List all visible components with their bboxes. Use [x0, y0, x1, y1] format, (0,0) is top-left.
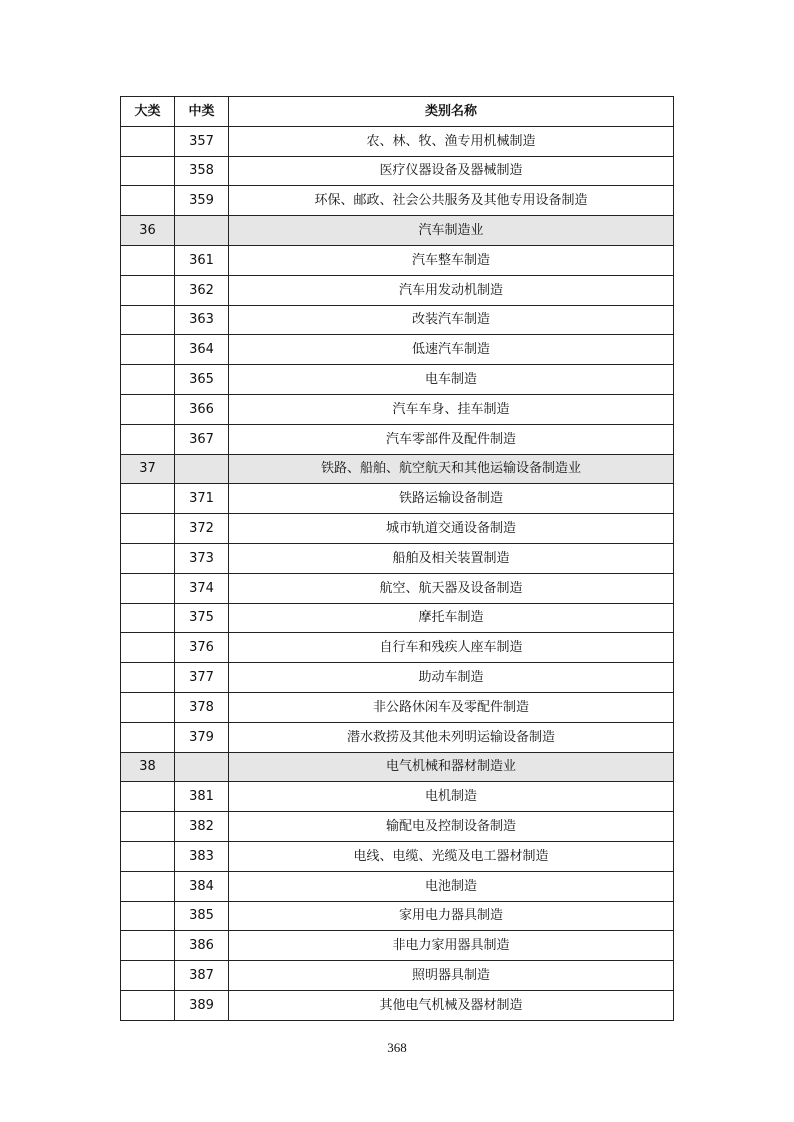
- major-category-cell: [121, 901, 175, 931]
- header-major-category: 大类: [121, 97, 175, 127]
- mid-category-cell: 373: [175, 543, 229, 573]
- major-category-cell: [121, 394, 175, 424]
- category-name-cell: 医疗仪器设备及器械制造: [229, 156, 674, 186]
- category-name-cell: 照明器具制造: [229, 961, 674, 991]
- table-row: [121, 275, 674, 305]
- major-category-cell: [121, 603, 175, 633]
- major-category-cell: [121, 543, 175, 573]
- category-name-cell: 农、林、牧、渔专用机械制造: [229, 126, 674, 156]
- mid-category-cell: 374: [175, 573, 229, 603]
- category-name-cell: 汽车用发动机制造: [229, 275, 674, 305]
- major-category-cell: [121, 961, 175, 991]
- mid-category-cell: 379: [175, 722, 229, 752]
- category-name-cell: 电车制造: [229, 365, 674, 395]
- table-row: [121, 186, 674, 216]
- table-body: [121, 126, 674, 1020]
- category-name-cell: 低速汽车制造: [229, 335, 674, 365]
- mid-category-cell: [175, 216, 229, 246]
- major-category-cell: 36: [121, 216, 175, 246]
- mid-category-cell: 361: [175, 245, 229, 275]
- category-name-cell: 电机制造: [229, 782, 674, 812]
- table-row: [121, 752, 674, 782]
- mid-category-cell: 378: [175, 692, 229, 722]
- table-row: [121, 692, 674, 722]
- mid-category-cell: 385: [175, 901, 229, 931]
- category-name-cell: 自行车和残疾人座车制造: [229, 633, 674, 663]
- table-row: [121, 484, 674, 514]
- major-category-cell: [121, 931, 175, 961]
- category-name-cell: 电线、电缆、光缆及电工器材制造: [229, 841, 674, 871]
- table-row: [121, 573, 674, 603]
- major-category-cell: [121, 305, 175, 335]
- mid-category-cell: 365: [175, 365, 229, 395]
- mid-category-cell: 377: [175, 663, 229, 693]
- mid-category-cell: 367: [175, 424, 229, 454]
- major-category-cell: [121, 782, 175, 812]
- major-category-cell: [121, 692, 175, 722]
- table-row: [121, 931, 674, 961]
- table-row: [121, 901, 674, 931]
- mid-category-cell: 381: [175, 782, 229, 812]
- table-row: [121, 216, 674, 246]
- header-mid-category: 中类: [175, 97, 229, 127]
- category-name-cell: 汽车零部件及配件制造: [229, 424, 674, 454]
- mid-category-cell: 372: [175, 514, 229, 544]
- classification-table: [120, 96, 674, 1021]
- category-name-cell: 潜水救捞及其他未列明运输设备制造: [229, 722, 674, 752]
- major-category-cell: [121, 514, 175, 544]
- category-name-cell: 助动车制造: [229, 663, 674, 693]
- major-category-cell: [121, 871, 175, 901]
- category-name-cell: 航空、航天器及设备制造: [229, 573, 674, 603]
- mid-category-cell: 364: [175, 335, 229, 365]
- major-category-cell: [121, 365, 175, 395]
- category-name-cell: 摩托车制造: [229, 603, 674, 633]
- mid-category-cell: 366: [175, 394, 229, 424]
- table-row: [121, 305, 674, 335]
- mid-category-cell: 362: [175, 275, 229, 305]
- table-row: [121, 394, 674, 424]
- major-category-cell: [121, 812, 175, 842]
- header-category-name: 类别名称: [229, 97, 674, 127]
- major-category-cell: [121, 335, 175, 365]
- table-header-row: [121, 97, 674, 127]
- category-name-cell: 汽车整车制造: [229, 245, 674, 275]
- mid-category-cell: 387: [175, 961, 229, 991]
- table-row: [121, 543, 674, 573]
- major-category-cell: [121, 126, 175, 156]
- major-category-cell: [121, 722, 175, 752]
- table-row: [121, 871, 674, 901]
- table-row: [121, 841, 674, 871]
- mid-category-cell: [175, 454, 229, 484]
- mid-category-cell: 375: [175, 603, 229, 633]
- mid-category-cell: 383: [175, 841, 229, 871]
- major-category-cell: [121, 841, 175, 871]
- mid-category-cell: 382: [175, 812, 229, 842]
- mid-category-cell: 357: [175, 126, 229, 156]
- table-row: [121, 245, 674, 275]
- category-name-cell: 船舶及相关装置制造: [229, 543, 674, 573]
- mid-category-cell: [175, 752, 229, 782]
- major-category-cell: [121, 484, 175, 514]
- category-name-cell: 其他电气机械及器材制造: [229, 990, 674, 1020]
- mid-category-cell: 371: [175, 484, 229, 514]
- table-row: [121, 365, 674, 395]
- major-category-cell: 37: [121, 454, 175, 484]
- category-name-cell: 铁路运输设备制造: [229, 484, 674, 514]
- mid-category-cell: 389: [175, 990, 229, 1020]
- major-category-cell: [121, 424, 175, 454]
- table-row: [121, 335, 674, 365]
- category-name-cell: 非电力家用器具制造: [229, 931, 674, 961]
- table-row: [121, 454, 674, 484]
- category-name-cell: 输配电及控制设备制造: [229, 812, 674, 842]
- page-number: 368: [387, 1040, 407, 1055]
- major-category-cell: [121, 990, 175, 1020]
- table-row: [121, 424, 674, 454]
- table-row: [121, 126, 674, 156]
- mid-category-cell: 384: [175, 871, 229, 901]
- major-category-cell: [121, 275, 175, 305]
- table-row: [121, 782, 674, 812]
- mid-category-cell: 386: [175, 931, 229, 961]
- major-category-cell: [121, 245, 175, 275]
- mid-category-cell: 359: [175, 186, 229, 216]
- table-row: [121, 663, 674, 693]
- category-name-cell: 家用电力器具制造: [229, 901, 674, 931]
- category-name-cell: 城市轨道交通设备制造: [229, 514, 674, 544]
- category-name-cell: 环保、邮政、社会公共服务及其他专用设备制造: [229, 186, 674, 216]
- table-row: [121, 990, 674, 1020]
- mid-category-cell: 376: [175, 633, 229, 663]
- category-name-cell: 铁路、船舶、航空航天和其他运输设备制造业: [229, 454, 674, 484]
- category-name-cell: 汽车制造业: [229, 216, 674, 246]
- table-row: [121, 603, 674, 633]
- category-name-cell: 电池制造: [229, 871, 674, 901]
- table-row: [121, 514, 674, 544]
- category-name-cell: 汽车车身、挂车制造: [229, 394, 674, 424]
- table-row: [121, 156, 674, 186]
- mid-category-cell: 363: [175, 305, 229, 335]
- table-row: [121, 812, 674, 842]
- major-category-cell: [121, 633, 175, 663]
- major-category-cell: [121, 663, 175, 693]
- table-row: [121, 961, 674, 991]
- category-name-cell: 非公路休闲车及零配件制造: [229, 692, 674, 722]
- major-category-cell: [121, 156, 175, 186]
- table-row: [121, 633, 674, 663]
- category-name-cell: 电气机械和器材制造业: [229, 752, 674, 782]
- table-row: [121, 722, 674, 752]
- category-name-cell: 改装汽车制造: [229, 305, 674, 335]
- major-category-cell: 38: [121, 752, 175, 782]
- mid-category-cell: 358: [175, 156, 229, 186]
- major-category-cell: [121, 186, 175, 216]
- major-category-cell: [121, 573, 175, 603]
